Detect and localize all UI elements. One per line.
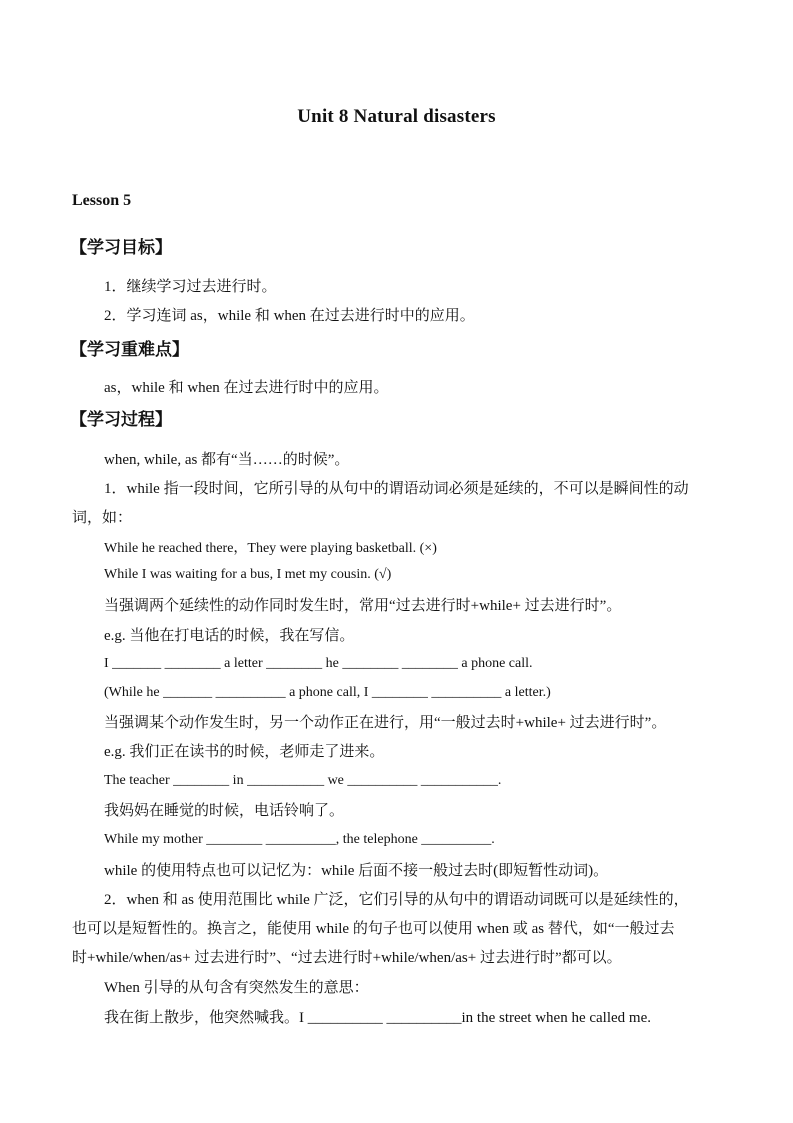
point2-text-cont: 时+while/when/as+ 过去进行时”、“过去进行时+while/when/as+ 过去进行时”都可以。 bbox=[72, 950, 622, 966]
example-sentence: While he reached there，They were playing basketball. (×) bbox=[104, 541, 437, 556]
fill-blank-sentence: While my mother ________ __________, the telephone __________. bbox=[104, 832, 495, 847]
fill-blank-sentence: 我在街上散步，他突然喊我。I __________ __________in the street when he called me. bbox=[104, 1010, 652, 1026]
point1-text-cont: 词，如： bbox=[72, 510, 133, 526]
example-cn: e.g. 我们正在读书的时候，老师走了进来。 bbox=[104, 744, 385, 760]
objectives-heading: 【学习目标】 bbox=[70, 238, 172, 258]
example-sentence: While I was waiting for a bus, I met my cousin. (√) bbox=[104, 567, 392, 582]
example-cn: 我妈妈在睡觉的时候，电话铃响了。 bbox=[104, 803, 345, 819]
objective-item: 1．继续学习过去进行时。 bbox=[104, 279, 277, 295]
page-title: Unit 8 Natural disasters bbox=[297, 106, 496, 127]
fill-blank-sentence: (While he _______ __________ a phone call, I ________ __________ a letter.) bbox=[104, 685, 551, 700]
example-cn: e.g. 当他在打电话的时候，我在写信。 bbox=[104, 628, 355, 644]
key-points-heading: 【学习重难点】 bbox=[70, 340, 189, 360]
rule-text: 当强调两个延续性的动作同时发生时，常用“过去进行时+while+ 过去进行时”。 bbox=[104, 598, 622, 614]
key-points-text: as，while 和 when 在过去进行时中的应用。 bbox=[104, 380, 389, 396]
memo-text: while 的使用特点也可以记忆为：while 后面不接一般过去时(即短暂性动词)。 bbox=[104, 863, 609, 879]
process-intro: when, while, as 都有“当……的时候”。 bbox=[104, 452, 350, 468]
when-note: When 引导的从句含有突然发生的意思： bbox=[104, 980, 369, 996]
lesson-label: Lesson 5 bbox=[72, 192, 132, 209]
rule-text: 当强调某个动作发生时，另一个动作正在进行，用“一般过去时+while+ 过去进行时”。 bbox=[104, 715, 667, 731]
point2-text: 2．when 和 as 使用范围比 while 广泛，它们引导的从句中的谓语动词既可以是延续性的， bbox=[104, 892, 689, 908]
process-heading: 【学习过程】 bbox=[70, 410, 172, 430]
objective-item: 2．学习连词 as，while 和 when 在过去进行时中的应用。 bbox=[104, 308, 475, 324]
point1-text: 1．while 指一段时间，它所引导的从句中的谓语动词必须是延续的，不可以是瞬间性的动 bbox=[104, 481, 689, 497]
fill-blank-sentence: The teacher ________ in ___________ we __________ ___________. bbox=[104, 773, 502, 788]
fill-blank-sentence: I _______ ________ a letter ________ he ________ ________ a phone call. bbox=[104, 656, 533, 671]
point2-text-cont: 也可以是短暂性的。换言之，能使用 while 的句子也可以使用 when 或 as 替代，如“一般过去 bbox=[72, 921, 675, 937]
